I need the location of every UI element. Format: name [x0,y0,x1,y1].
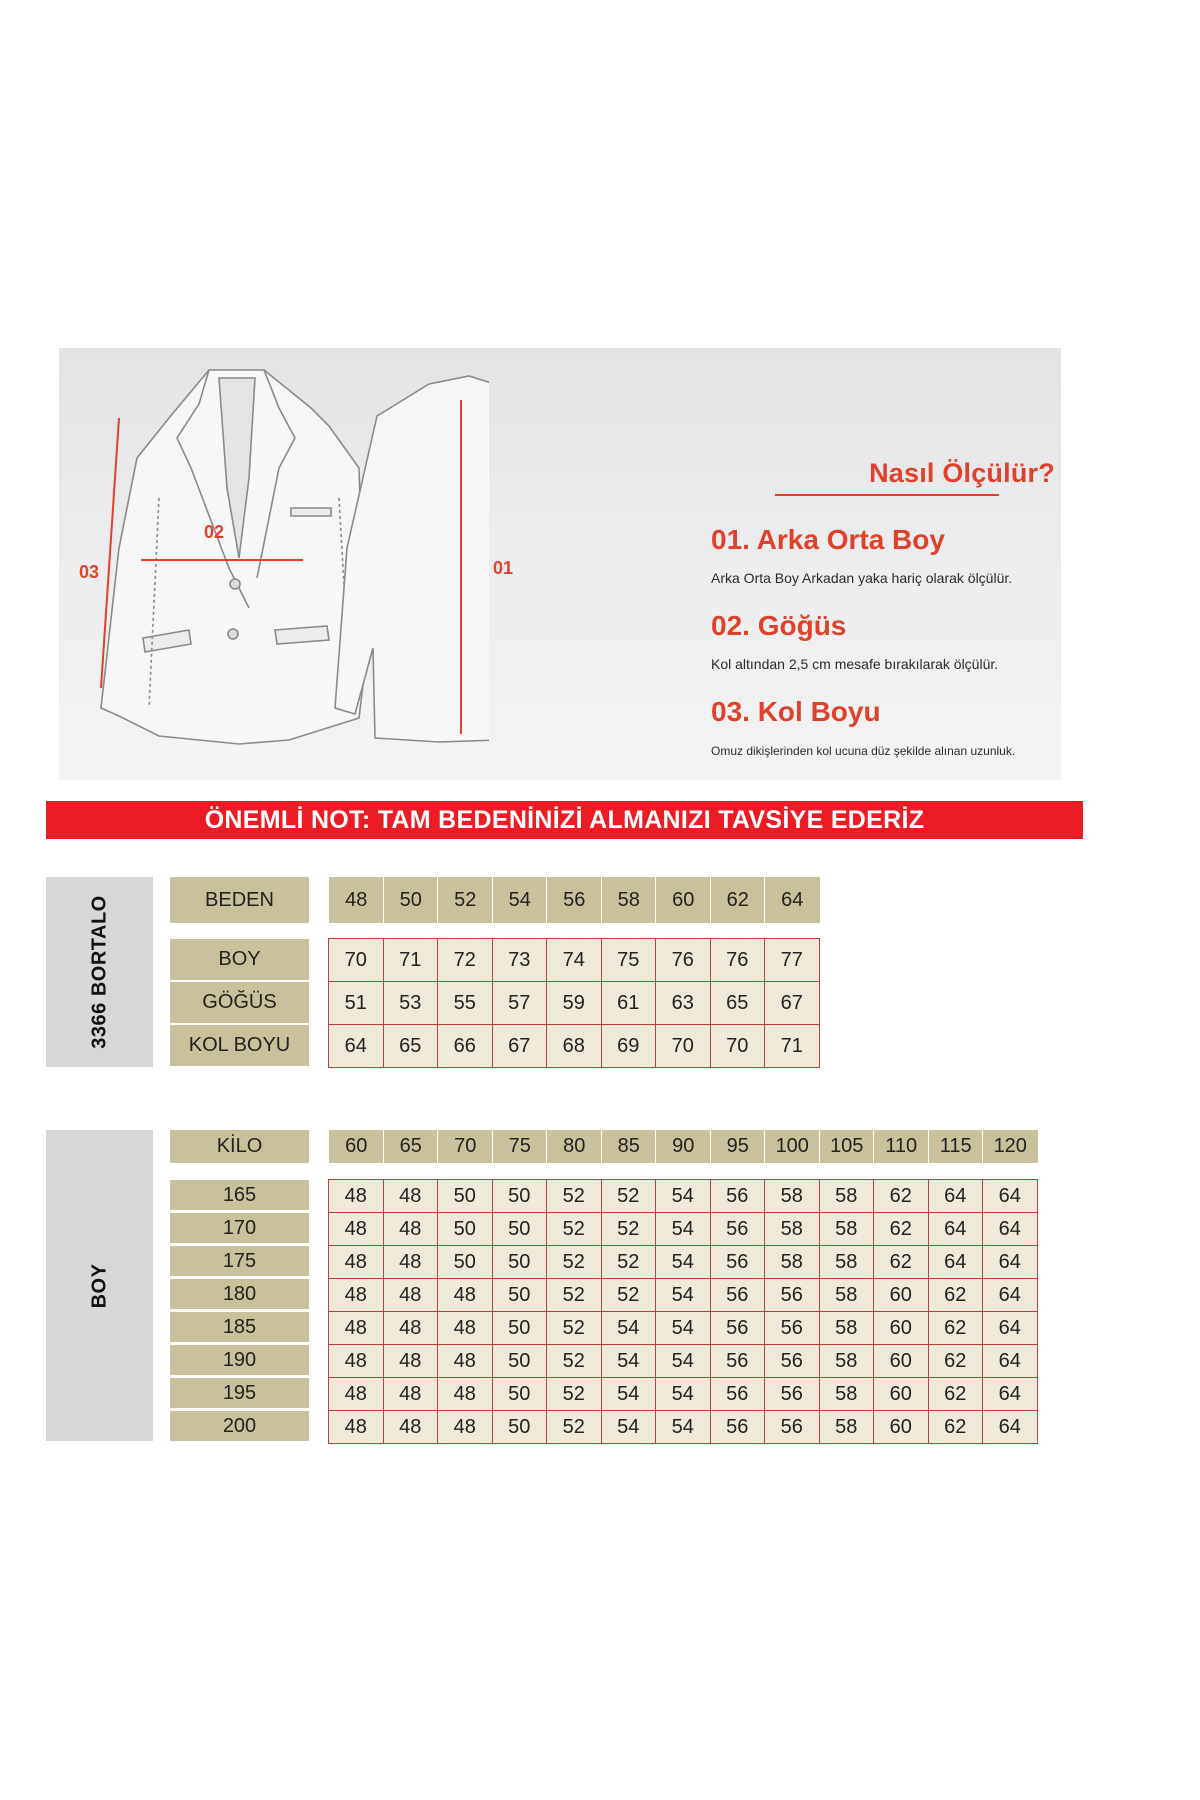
size-value-cell: 59 [546,981,602,1025]
size-header-cell: 58 [601,877,657,923]
back-jacket-illustration [335,376,489,742]
size-value-cell: 72 [437,938,493,982]
size-value-cell: 51 [328,981,384,1025]
size-header-label: BEDEN [170,877,309,923]
size-recommendation-cell: 60 [873,1377,929,1411]
size-recommendation-cell: 48 [383,1179,439,1213]
size-recommendation-cell: 50 [437,1245,493,1279]
size-recommendation-cell: 54 [655,1245,711,1279]
size-recommendation-cell: 56 [710,1311,766,1345]
weight-header-cell: 80 [546,1130,602,1163]
size-recommendation-cell: 56 [764,1410,820,1444]
size-recommendation-cell: 48 [383,1410,439,1444]
height-axis-label: BOY [88,1263,110,1308]
height-row-label: 185 [170,1312,309,1342]
size-recommendation-cell: 64 [982,1311,1038,1345]
size-recommendation-cell: 48 [383,1245,439,1279]
size-value-cell: 65 [710,981,766,1025]
size-recommendation-cell: 52 [601,1212,657,1246]
size-header-cell: 54 [492,877,548,923]
size-recommendation-cell: 54 [655,1377,711,1411]
weight-header-cell: 110 [873,1130,929,1163]
size-recommendation-cell: 58 [764,1212,820,1246]
size-recommendation-cell: 54 [601,1377,657,1411]
size-recommendation-cell: 50 [492,1245,548,1279]
size-recommendation-cell: 62 [928,1344,984,1378]
step-3-description: Omuz dikişlerinden kol ucuna düz şekilde alınan uzunluk. [711,744,1016,758]
size-recommendation-cell: 50 [492,1212,548,1246]
how-to-measure-title: Nasıl Ölçülür? [869,458,1055,488]
size-recommendation-cell: 58 [764,1179,820,1213]
size-recommendation-cell: 64 [928,1212,984,1246]
height-row-label: 195 [170,1378,309,1408]
size-recommendation-cell: 64 [928,1179,984,1213]
height-row-label: 180 [170,1279,309,1309]
size-value-cell: 70 [328,938,384,982]
weight-header-cell: 95 [710,1130,766,1163]
size-header-cell: 48 [328,877,384,923]
title-underline [775,494,999,496]
size-recommendation-cell: 64 [982,1377,1038,1411]
size-value-cell: 74 [546,938,602,982]
size-recommendation-cell: 48 [437,1344,493,1378]
size-recommendation-cell: 48 [383,1377,439,1411]
size-recommendation-cell: 54 [655,1410,711,1444]
size-recommendation-cell: 52 [546,1410,602,1444]
size-header-cell: 50 [383,877,439,923]
size-value-cell: 67 [492,1024,548,1068]
size-recommendation-cell: 48 [383,1278,439,1312]
size-value-cell: 76 [655,938,711,982]
size-recommendation-cell: 48 [328,1377,384,1411]
size-recommendation-cell: 52 [546,1245,602,1279]
size-recommendation-cell: 48 [328,1278,384,1312]
size-recommendation-cell: 54 [601,1344,657,1378]
size-recommendation-cell: 50 [492,1344,548,1378]
size-value-cell: 70 [655,1024,711,1068]
size-recommendation-cell: 48 [328,1245,384,1279]
size-recommendation-cell: 56 [764,1344,820,1378]
size-row-label: KOL BOYU [170,1025,309,1066]
size-header-cell: 56 [546,877,602,923]
model-code-label: 3366 BORTALO [88,895,110,1049]
size-recommendation-cell: 52 [546,1212,602,1246]
size-recommendation-cell: 56 [764,1377,820,1411]
weight-header-cell: 90 [655,1130,711,1163]
size-recommendation-cell: 52 [546,1377,602,1411]
size-recommendation-cell: 54 [655,1212,711,1246]
height-row-label: 200 [170,1411,309,1441]
weight-table-side-label [46,1130,153,1441]
size-recommendation-cell: 60 [873,1410,929,1444]
size-recommendation-cell: 58 [819,1245,875,1279]
step-2-description: Kol altından 2,5 cm mesafe bırakılarak ölçülür. [711,656,999,672]
height-row-label: 165 [170,1180,309,1210]
size-recommendation-cell: 64 [982,1278,1038,1312]
size-value-cell: 65 [383,1024,439,1068]
height-row-label: 175 [170,1246,309,1276]
size-value-cell: 63 [655,981,711,1025]
step-1-description: Arka Orta Boy Arkadan yaka hariç olarak ölçülür. [711,570,1013,586]
size-recommendation-cell: 48 [328,1410,384,1444]
marker-03: 03 [79,562,100,582]
size-recommendation-cell: 60 [873,1344,929,1378]
size-recommendation-cell: 56 [710,1179,766,1213]
size-header-cell: 52 [437,877,493,923]
important-note-banner: ÖNEMLİ NOT: TAM BEDENİNİZİ ALMANIZI TAVSİYE EDERİZ [46,801,1083,839]
size-recommendation-cell: 58 [819,1344,875,1378]
size-recommendation-cell: 60 [873,1278,929,1312]
weight-header-cell: 105 [819,1130,875,1163]
size-value-cell: 64 [328,1024,384,1068]
size-recommendation-cell: 56 [764,1278,820,1312]
size-recommendation-cell: 58 [819,1278,875,1312]
size-recommendation-cell: 48 [437,1410,493,1444]
weight-header-cell: 60 [328,1130,384,1163]
size-recommendation-cell: 64 [982,1212,1038,1246]
size-value-cell: 71 [383,938,439,982]
weight-header-cell: 70 [437,1130,493,1163]
weight-header-cell: 85 [601,1130,657,1163]
size-recommendation-cell: 52 [601,1278,657,1312]
marker-02: 02 [204,522,225,542]
size-recommendation-cell: 58 [819,1377,875,1411]
size-recommendation-cell: 56 [710,1278,766,1312]
size-value-cell: 75 [601,938,657,982]
size-recommendation-cell: 60 [873,1311,929,1345]
size-recommendation-cell: 48 [328,1212,384,1246]
weight-header-cell: 115 [928,1130,984,1163]
size-recommendation-cell: 58 [764,1245,820,1279]
size-row-label: GÖĞÜS [170,982,309,1023]
size-recommendation-cell: 54 [655,1344,711,1378]
size-table-side-label [46,877,153,1067]
size-recommendation-cell: 56 [764,1311,820,1345]
size-recommendation-cell: 58 [819,1179,875,1213]
size-value-cell: 68 [546,1024,602,1068]
step-3-heading: 03. Kol Boyu [711,696,881,727]
size-recommendation-cell: 58 [819,1410,875,1444]
size-value-cell: 61 [601,981,657,1025]
size-recommendation-cell: 48 [437,1278,493,1312]
size-value-cell: 77 [764,938,820,982]
size-recommendation-cell: 64 [928,1245,984,1279]
size-value-cell: 70 [710,1024,766,1068]
size-header-cell: 60 [655,877,711,923]
size-recommendation-cell: 50 [437,1179,493,1213]
size-recommendation-cell: 64 [982,1410,1038,1444]
size-recommendation-cell: 52 [546,1278,602,1312]
weight-header-cell: 100 [764,1130,820,1163]
size-recommendation-cell: 48 [437,1311,493,1345]
size-recommendation-cell: 52 [546,1179,602,1213]
size-recommendation-cell: 50 [492,1311,548,1345]
front-jacket-illustration [101,370,365,744]
size-recommendation-cell: 62 [928,1377,984,1411]
size-recommendation-cell: 54 [655,1179,711,1213]
size-recommendation-cell: 56 [710,1410,766,1444]
size-recommendation-cell: 64 [982,1179,1038,1213]
size-value-cell: 71 [764,1024,820,1068]
size-recommendation-cell: 54 [655,1311,711,1345]
size-value-cell: 66 [437,1024,493,1068]
size-recommendation-cell: 52 [546,1344,602,1378]
weight-header-cell: 75 [492,1130,548,1163]
size-recommendation-cell: 56 [710,1377,766,1411]
height-row-label: 190 [170,1345,309,1375]
marker-01: 01 [493,558,514,578]
size-recommendation-cell: 48 [437,1377,493,1411]
size-recommendation-cell: 64 [982,1245,1038,1279]
size-recommendation-cell: 54 [601,1311,657,1345]
size-recommendation-cell: 50 [492,1278,548,1312]
size-recommendation-cell: 62 [873,1179,929,1213]
size-recommendation-cell: 62 [873,1245,929,1279]
size-recommendation-cell: 62 [928,1311,984,1345]
size-recommendation-cell: 50 [437,1212,493,1246]
size-recommendation-cell: 48 [383,1344,439,1378]
size-value-cell: 53 [383,981,439,1025]
jacket-diagram [59,348,489,780]
size-recommendation-cell: 62 [928,1410,984,1444]
step-1-heading: 01. Arka Orta Boy [711,524,945,555]
measurement-guide-panel [59,348,1061,780]
size-recommendation-cell: 62 [928,1278,984,1312]
size-recommendation-cell: 50 [492,1179,548,1213]
size-value-cell: 76 [710,938,766,982]
size-recommendation-cell: 54 [601,1410,657,1444]
size-header-cell: 62 [710,877,766,923]
weight-header-label: KİLO [170,1130,309,1163]
size-recommendation-cell: 56 [710,1344,766,1378]
size-recommendation-cell: 48 [383,1212,439,1246]
height-row-label: 170 [170,1213,309,1243]
size-row-label: BOY [170,939,309,980]
size-recommendation-cell: 52 [601,1179,657,1213]
size-recommendation-cell: 58 [819,1212,875,1246]
size-recommendation-cell: 62 [873,1212,929,1246]
weight-header-cell: 65 [383,1130,439,1163]
size-recommendation-cell: 48 [383,1311,439,1345]
weight-header-cell: 120 [982,1130,1038,1163]
size-value-cell: 57 [492,981,548,1025]
step-2-heading: 02. Göğüs [711,610,847,641]
size-value-cell: 55 [437,981,493,1025]
size-recommendation-cell: 52 [546,1311,602,1345]
size-recommendation-cell: 48 [328,1179,384,1213]
size-recommendation-cell: 56 [710,1212,766,1246]
size-recommendation-cell: 48 [328,1344,384,1378]
size-value-cell: 73 [492,938,548,982]
size-recommendation-cell: 58 [819,1311,875,1345]
size-recommendation-cell: 64 [982,1344,1038,1378]
size-value-cell: 67 [764,981,820,1025]
size-recommendation-cell: 50 [492,1410,548,1444]
size-recommendation-cell: 52 [601,1245,657,1279]
size-recommendation-cell: 48 [328,1311,384,1345]
size-recommendation-cell: 54 [655,1278,711,1312]
size-recommendation-cell: 50 [492,1377,548,1411]
size-recommendation-cell: 56 [710,1245,766,1279]
size-header-cell: 64 [764,877,820,923]
size-value-cell: 69 [601,1024,657,1068]
